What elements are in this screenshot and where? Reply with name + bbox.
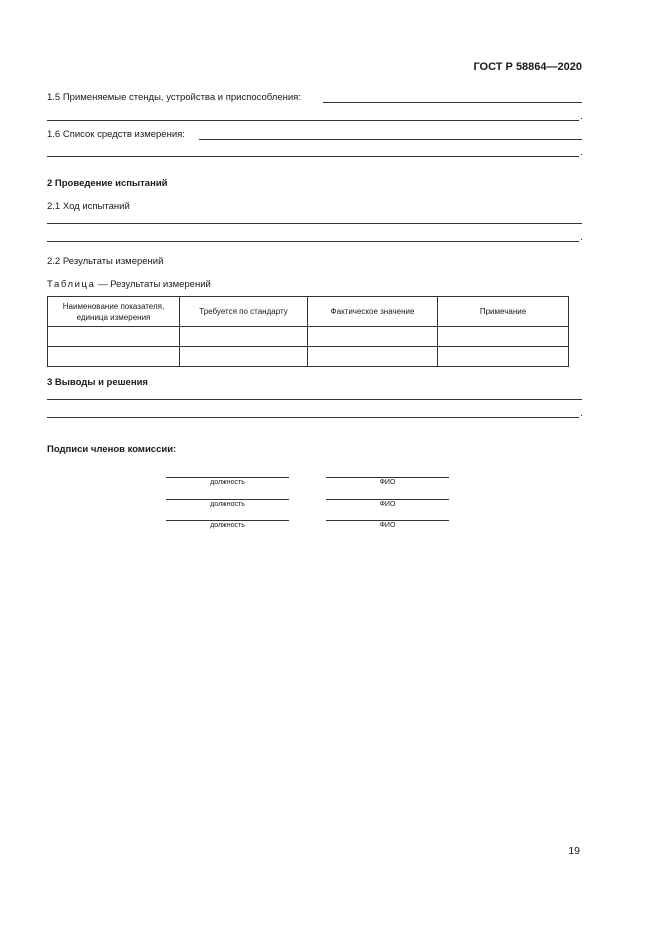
table-cell[interactable] (308, 327, 438, 347)
results-table (47, 296, 569, 367)
signature-line-position[interactable] (166, 520, 289, 521)
column-header: Примечание (438, 297, 569, 327)
item-1-5-label: 1.5 Применяемые стенды, устройства и приспособления: (47, 92, 301, 103)
column-header: Фактическое значение (308, 297, 438, 327)
fill-line-2-1-cont[interactable] (47, 241, 579, 242)
signature-line-name[interactable] (326, 499, 449, 500)
fill-line-1-5[interactable] (323, 102, 582, 103)
fill-line-2-1[interactable] (47, 223, 582, 224)
table-cell[interactable] (48, 347, 180, 367)
signature-line-position[interactable] (166, 499, 289, 500)
signature-line-name[interactable] (326, 520, 449, 521)
end-mark: . (580, 147, 583, 158)
name-caption: ФИО (379, 479, 396, 486)
table-cell[interactable] (180, 327, 308, 347)
fill-line-3-cont[interactable] (47, 417, 579, 418)
end-mark: . (580, 408, 583, 419)
end-mark: . (580, 232, 583, 243)
document-code: ГОСТ Р 58864—2020 (473, 61, 582, 73)
table-caption (47, 279, 211, 290)
section-3-title: 3 Выводы и решения (47, 377, 148, 388)
column-header: Наименование показателя, единица измерения (48, 297, 180, 327)
name-caption: ФИО (379, 522, 396, 529)
signature-line-position[interactable] (166, 477, 289, 478)
position-caption: должность (210, 501, 245, 508)
fill-line-1-6-cont[interactable] (47, 156, 579, 157)
table-caption-label: Таблица (47, 279, 96, 290)
table-cell[interactable] (180, 347, 308, 367)
table-cell[interactable] (48, 327, 180, 347)
table-cell[interactable] (438, 327, 569, 347)
section-2-title: 2 Проведение испытаний (47, 178, 168, 189)
table-cell[interactable] (438, 347, 569, 367)
column-header: Требуется по стандарту (180, 297, 308, 327)
signatures-title: Подписи членов комиссии: (47, 444, 177, 455)
page-number: 19 (568, 845, 580, 857)
item-2-1-label: 2.1 Ход испытаний (47, 201, 130, 212)
position-caption: должность (210, 479, 245, 486)
name-caption: ФИО (379, 501, 396, 508)
position-caption: должность (210, 522, 245, 529)
item-1-6-label: 1.6 Список средств измерения: (47, 129, 185, 140)
signature-line-name[interactable] (326, 477, 449, 478)
fill-line-1-5-cont[interactable] (47, 120, 579, 121)
fill-line-1-6[interactable] (199, 139, 582, 140)
fill-line-3[interactable] (47, 399, 582, 400)
table-header-row (48, 297, 569, 327)
end-mark: . (580, 111, 583, 122)
table-caption-text: — Результаты измерений (98, 279, 211, 290)
table-cell[interactable] (308, 347, 438, 367)
table-row (48, 347, 569, 367)
item-2-2-label: 2.2 Результаты измерений (47, 256, 164, 267)
table-row (48, 327, 569, 347)
